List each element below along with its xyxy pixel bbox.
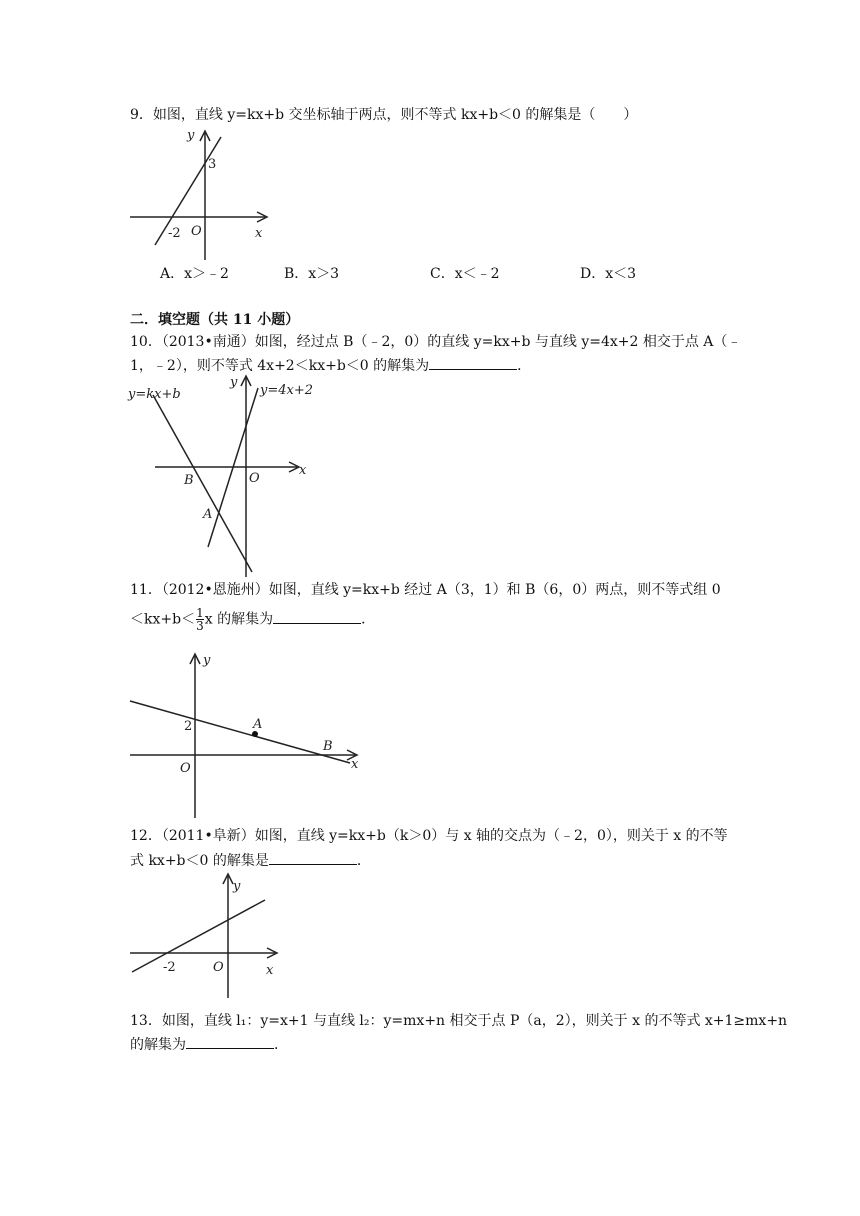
q12-y-label: y bbox=[233, 879, 241, 894]
q13-line2 bbox=[130, 1034, 288, 1054]
q13-line2-prefix: 的解集为 bbox=[130, 1037, 186, 1053]
q11-frac-num: 1 bbox=[196, 606, 204, 620]
q12-label-neg2: -2 bbox=[163, 960, 176, 975]
q11-line2 bbox=[130, 607, 375, 632]
q9-y-label: y bbox=[187, 128, 195, 143]
q11-y-label: y bbox=[203, 653, 211, 668]
q9-figure bbox=[125, 125, 285, 265]
q12-figure bbox=[125, 870, 295, 1000]
q11-line2-suffix: ． bbox=[361, 611, 376, 628]
q10-point-a: A bbox=[203, 507, 213, 522]
q10-line2-suffix: ． bbox=[517, 358, 532, 374]
q12-line2-prefix: 式 kx+b＜0 的解集是 bbox=[130, 853, 269, 869]
q12-answer-blank[interactable] bbox=[269, 850, 357, 865]
q11-line1: 11．（2012•恩施州）如图，直线 y=kx+b 经过 A（3，1）和 B（6，0）两点，则不等式组 0 bbox=[130, 582, 721, 598]
q10-y-label: y bbox=[230, 375, 238, 390]
q11-point-a: A bbox=[253, 717, 263, 732]
q10-point-b: B bbox=[184, 473, 194, 488]
q11-origin-label: O bbox=[180, 761, 191, 776]
q10-label-kx: y=kx+b bbox=[128, 387, 181, 402]
q11-line2-prefix: ＜kx+b＜ bbox=[130, 611, 196, 628]
q13-line1: 13．如图，直线 l₁：y=x+1 与直线 l₂：y=mx+n 相交于点 P（a，2），则关于 x 的不等式 x+1≥mx+n bbox=[130, 1013, 788, 1029]
q9-option-b: B．x＞3 bbox=[284, 266, 340, 282]
q11-answer-blank[interactable] bbox=[273, 609, 361, 624]
q11-line2-mid: x 的解集为 bbox=[204, 611, 274, 628]
q9-option-d: D．x＜3 bbox=[580, 266, 637, 282]
q11-x-label: x bbox=[351, 757, 359, 772]
q11-point-b: B bbox=[323, 739, 333, 754]
q10-line2-prefix: 1，﹣2），则不等式 4x+2＜kx+b＜0 的解集为 bbox=[130, 358, 430, 374]
q9-x-label: x bbox=[255, 226, 263, 241]
q10-figure bbox=[125, 372, 315, 582]
q9-label-neg2: -2 bbox=[168, 226, 181, 241]
q9-text: 9．如图，直线 y=kx+b 交坐标轴于两点，则不等式 kx+b＜0 的解集是（ ） bbox=[130, 107, 638, 123]
q11-frac-den: 3 bbox=[196, 619, 204, 633]
q10-x-label: x bbox=[299, 463, 307, 478]
q11-fraction bbox=[196, 607, 204, 632]
q10-label-4x: y=4x+2 bbox=[260, 383, 314, 398]
q13-line2-suffix: ． bbox=[274, 1037, 288, 1053]
q9-origin-label: O bbox=[191, 224, 202, 239]
q11-label-2: 2 bbox=[184, 719, 193, 734]
q9-option-c: C．x＜﹣2 bbox=[430, 266, 500, 282]
q9-label-3: 3 bbox=[208, 157, 217, 172]
q10-answer-blank[interactable] bbox=[429, 355, 517, 370]
q12-origin-label: O bbox=[213, 960, 224, 975]
q12-x-label: x bbox=[266, 963, 274, 978]
q10-origin-label: O bbox=[249, 471, 260, 486]
q12-line1: 12．（2011•阜新）如图，直线 y=kx+b（k＞0）与 x 轴的交点为（﹣2，0），则关于 x 的不等 bbox=[130, 828, 728, 844]
q9-option-a: A．x＞﹣2 bbox=[160, 266, 229, 282]
q13-answer-blank[interactable] bbox=[186, 1034, 274, 1049]
q10-line1: 10．（2013•南通）如图，经过点 B（﹣2，0）的直线 y=kx+b 与直线 y=4x+2 相交于点 A（﹣ bbox=[130, 334, 742, 350]
q12-line2-suffix: ． bbox=[356, 853, 371, 869]
q12-line2 bbox=[130, 850, 371, 870]
q11-figure bbox=[125, 650, 375, 822]
section-title: 二．填空题（共 11 小题） bbox=[130, 312, 300, 328]
